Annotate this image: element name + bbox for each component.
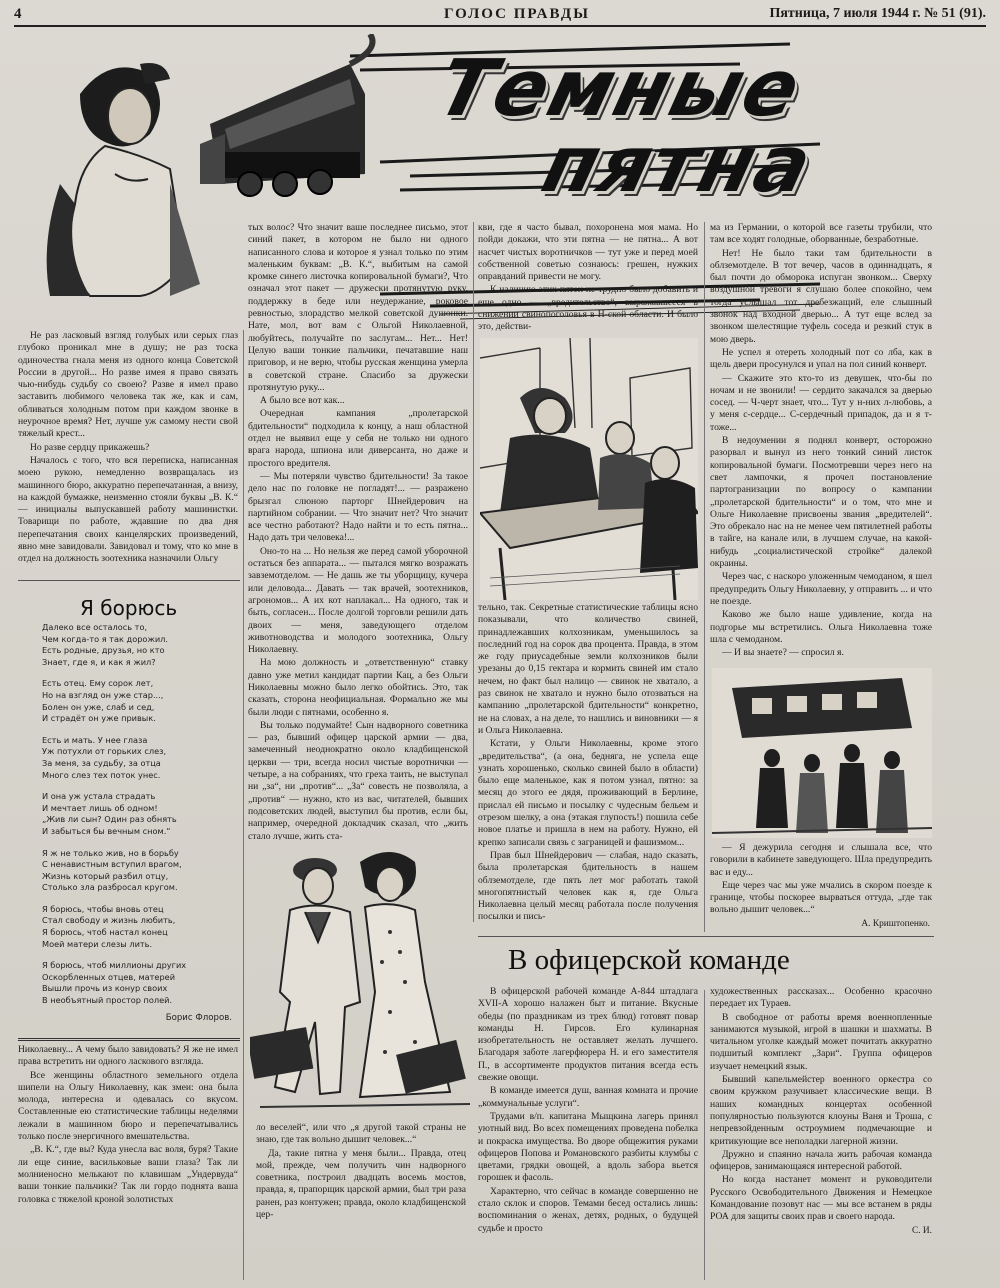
poem-line: За меня, за судьбу, за отца [42, 757, 161, 768]
paragraph: К наличию этих пятен не трудно было добавить и еще одно — „вредительство“, выражавшееся в снижении свинопоголовья в Н-ской области. И было это, действи- [478, 284, 698, 333]
column-3-middle [478, 602, 698, 932]
poem-line: Я борюсь, чтобы вновь отец [42, 903, 164, 914]
column-rule [473, 222, 474, 922]
couple-illustration [250, 842, 480, 1120]
poem-stanza [42, 904, 232, 950]
poem-line: С ненавистным вступил врагом, [42, 859, 182, 870]
divider [478, 936, 934, 937]
paragraph: Да, такие пятна у меня были... Правда, отец мой, прежде, чем получить чин надворного советника, построил двадцать восемь мостов, правда, я, прапорщик царской армии, был три раза ранен, раз контужен; правда, около кладбищенской цер- [256, 1147, 466, 1221]
article2-author: С. И. [911, 1225, 932, 1236]
column-4-top [710, 222, 932, 662]
column-3-top [478, 222, 698, 334]
paragraph: Все женщины областного земельного отдела шипели на Ольгу Николаевну, как змеи: она была молода, интересна и одевалась со вкусом. Составленные ею статистические таблицы неделями лежали в машинном бюро и перепечатывались только после энергичного вмешательства. [18, 1069, 238, 1143]
column-4-bottom [710, 842, 932, 918]
poem-stanza [42, 735, 232, 781]
poem-line: В необъятный простор полей. [42, 995, 173, 1006]
paragraph: Но когда настанет момент и руководители Русского Освободительного Движения и Немецкое Командование позовут нас — мы все встанем в ряды РОА для защиты своих прав и своего народа. [710, 1174, 932, 1223]
poem-line: Я борюсь, чтоб настал конец [42, 927, 168, 938]
paragraph: Не раз ласковый взгляд голубых или серых глаз глубоко проникал мне в душу; не раз тоска одиночества гнала меня из одного конца Советской России в другой... Но разве имея я право связать чью-нибудь судьбу со своею? Разве я имел право заставить любимого человека так же, как и сам, обливаться холодным потом при каждом звонке в неурочное время? Нет, лучше уж самому нести свой тяжелый крест... [18, 330, 238, 440]
paragraph: Прав был Шнейдерович — слабая, надо сказать, была пролетарская бдительность в нашем облземотделе, где пять лет мог работать такой многопятнистый человек как я, где Ольга Николаевна целый месяц работала после получения посылки и пись- [478, 849, 698, 923]
poem-stanza [42, 791, 232, 837]
paragraph: Вы только подумайте! Сын надворного советника — раз, бывший офицер царской армии — два, замеченный неоднократно около кладбищенской церкви — три, всегда носил чистые воротнички — четыре, а на собраниях, что греха таить, не выступал ни „за“, ни „против“... „За“ совесть не позволяла, а „против“ — нужно, кто из вас, читателей, бывших подсоветских людей, выступил бы против, если бы, например, очередной докладчик сказал, что „жить стало лучше, жить ста- [248, 719, 468, 840]
column-rule [704, 990, 705, 1280]
poem-line: И страдёт он уже привык. [42, 713, 156, 724]
paragraph: художественных рассказах... Особенно красочно передает их Тураев. [710, 986, 932, 1010]
article2-right [710, 986, 932, 1280]
page-number: 4 [14, 6, 22, 22]
poem-stanza [42, 622, 232, 668]
poem-stanza [42, 960, 232, 1006]
paragraph: А было все вот как... [260, 395, 345, 407]
poem-line: Есть и мать. У нее глаза [42, 734, 148, 745]
poem-line: Много слез тех поток унес. [42, 769, 161, 780]
poem-line: И она уж устала страдать [42, 791, 156, 802]
masthead-rule [14, 25, 986, 27]
paragraph: кви, где я часто бывал, похоронена моя мама. Но пойди докажи, что эти пятна — не пятна... А вот насчет чистых воротничков — тут уже и перед моей собственной советью сознаюсь: грешен, нужких оправданий привести не могу. [478, 222, 698, 283]
paragraph: Бывший капельмейстер военного оркестра со своим кружком разучивает классические вещи. В наших командных концертах особенной популярностью пользуются клоуны Ваня и Троша, с непревзойденным остроумием подмечающие и критикующие все неполадки лагерной жизни. [710, 1074, 932, 1147]
train-station-illustration [712, 668, 932, 838]
column-rule [704, 222, 705, 932]
poem-line: Уж потухли от горьких слез, [42, 746, 167, 757]
woman-drawing [47, 63, 200, 296]
poem-line: „Жив ли сын? Один раз обнять [42, 814, 177, 825]
column-2-bottom [256, 1122, 466, 1280]
headline-line2: пятна [533, 120, 822, 210]
poem-line: Моей матери слезы лить. [42, 938, 153, 949]
column-1-bottom [18, 1044, 238, 1280]
paragraph: Еще через час мы уже мчались в скором поезде к границе, чтобы поскорее вырваться оттуда, „где так вольно дышит человек...“ [710, 879, 932, 916]
poem [42, 622, 232, 1024]
paragraph: Характерно, что сейчас в команде совершенно не стало склок и споров. Темами бесед остались лишь: воспоминания о женах, детях, родных, о будущей судьбе и просто [478, 1185, 698, 1234]
paragraph: Но разве сердцу прикажешь? [30, 441, 150, 453]
poem-line: И мечтает лишь об одном! [42, 802, 158, 813]
paragraph: ло веселей“, или что „я другой такой страны не знаю, где так вольно дышит человек...“ [256, 1122, 466, 1146]
paragraph: — Мы потеряли чувство бдительности! За такое дело нас по головке не погладят!... — разражено брызгал слюною парторг Шнейдерович на партийном собрании. — Что значит нет? Что значит все честно работают? Надо найти и то есть пятна... Надо дать три человека!... [248, 470, 468, 544]
poem-stanza [42, 678, 232, 724]
paragraph: Дружно и спаянно начала жить рабочая команда офицеров, занимающаяся интересной работой. [710, 1148, 932, 1173]
poem-author: Борис Флоров. [165, 1012, 232, 1023]
paragraph: тельно, так. Секретные статистические таблицы ясно показывали, что количество свиней, принадлежавших колхозникам, уменьшилось за последний год на сорок два процента. Правда, в этом же году приусадебные земли колхозников были урезаны до 0,15 гектара и кормить свиней им стало нечем, но факт был налицо — свинок не хватало, а раз свинок не хватало и нужно было отозваться на кампанию „пролетарской бдительности“ конкретно, не на словах, а на деле, то нашлись и виновники — я и Ольга Николаевна. [478, 602, 698, 736]
paragraph: „В. К.“, где вы? Куда унесла вас воля, буря? Такие ли еще синие, васильковые ваши глаза? Так ли молниеносно мелькают по клавишам „Ундервуда“ ваши тонкие пальчики? Так ли гордо поднята ваша головка с тяжелой кроной золотистых [18, 1144, 238, 1205]
paragraph: Трудами в/п. капитана Мыщкина лагерь принял уютный вид. Во всех помещениях проведена побелка и покраска имущества. Во дворе общежития руками офицеров Попова и Романовского разбиты клумбы с цветами, грядки овощей, а вдоль забора вьется горошек и фасоль. [478, 1110, 698, 1184]
poem-line: Столько зла разбросал кругом. [42, 882, 178, 893]
paragraph: Николаевну... А чему было завидовать? Я же не имел права встретить ни одного ласкового взгляда. [18, 1044, 238, 1068]
paragraph: Началось с того, что вся переписка, написанная моею рукою, немедленно возвращалась из машинного бюро, аккуратно перепечатанная, а внизу, на каждой бумажке, неизменно стояли буквы „В. К.“ — инициалы выпускавшей работу машинистки. Товарищи по работе, ждавшие по два дня перепечатания своих канцелярских произведений, явно мне завидовали. Завидовал и тому, что ко мне в отдел на должность зоотехника назначили Ольгу [18, 454, 238, 565]
paragraph: ма из Германии, о которой все газеты трубили, что там все ходят голодные, оборванные, безработные. [710, 222, 932, 246]
divider [18, 580, 240, 581]
paragraph: Каково же было наше удивление, когда на подгорье мы встретились. Ольга Николаевна тоже шла с чемоданом. [710, 609, 932, 645]
poem-line: Далеко все осталось то, [42, 622, 148, 632]
poem-line: Есть родные, друзья, но кто [42, 645, 165, 656]
office-illustration [480, 338, 698, 600]
paragraph: Через час, с наскоро уложенным чемоданом, я шел предупредить Ольгу Николаевну, у отправить ... и что не поезде. [710, 571, 932, 607]
column-1-top [18, 330, 238, 574]
poem-line: Я ж не только жив, но в борьбу [42, 847, 179, 858]
divider [18, 1038, 240, 1041]
article-author: А. Криштопенко. [861, 919, 930, 929]
paper-name: ГОЛОС ПРАВДЫ [444, 6, 590, 22]
article2-title: В офицерской команде [508, 944, 790, 976]
headline-line1: Темные [428, 44, 811, 134]
paragraph: Оно-то на ... Но нельзя же перед самой уборочной остаться без аппарата... — пытался мягко возражать завземотделом. — Не дашь же ты уборщицу, кучера или деловода... Давать — так врачей, зоотехников, агрономов... А их кот наплакал... На одного, так и быть, согласен... После долгой торговли решили дать двоих — меня, заведующего отделом животноводства и молодого зоотехника, Ольгу Николаевну. [248, 545, 468, 656]
paragraph: Кстати, у Ольги Николаевны, кроме этого „вредительства“, (а она, бедняга, не успела еще узнать хорошенько, сколько свиней было в области) было еще маленькое, как я потом узнал, пятно: за месяц до этого ее дядя, проживающий в Берлине, прислал ей письмо и посылку с чудесным бельем и отрезом шелку, а она (этакая глупость!) пошила себе новое платье и пришла в нем на работу. Нужно, ей крепко записали связь с заграницей и фашизмом... [478, 738, 698, 848]
paragraph: Нет! Не было таки там бдительности в облземотделе. В тот вечер, часов в одиннадцать, я был почти до обморока испуган звонком... Сверху воздушной тревоги я слушаю более спокойно, чем тогда услышал тот дребезжащий, еле слышный звонок над входной дверью... А тут еще вслед за звонком шелестящие туфель соседа и резкий стук в мою дверь. [710, 247, 932, 345]
paragraph: В недоумении я поднял конверт, осторожно разорвал и вынул из него тонкий синий листок копировальной бумаги. Посмотревши через него на свет лампочки, я прочел постановление партогранизации по вопросу о кампании „пролетарской бдительности“ и о том, что мне и Ольге Николаевне присвоены звания „вредителей“. Это обрекало нас на не менее чем пятилетней работы в тайге, на канале или, в лучшем случае, на какой-нибудь „социалистической стройке“ далекой окраины. [710, 435, 932, 570]
paragraph: Не успел я отереть холодный пот со лба, как в щель двери просунулся и упал на пол синий конверт. [710, 346, 932, 371]
paragraph: В свободное от работы время военнопленные занимаются музыкой, игрой в шашки и шахматы. В читальном уголке каждый может почитать аккуратно подшитый комплект „Зари“. Группа офицеров изучает немецкий язык. [710, 1011, 932, 1072]
paragraph: На мою должность и „ответственную“ ставку давно уже метил кандидат партии Кац, а без Ольги Николаевны можно было легко обойтись. Это, так сказать, сторона неофициальная. Формально же мы были люди с пятнами, особенно я. [248, 657, 468, 718]
paragraph: В команде имеется душ, ванная комната и прочие „коммунальные услуги“. [478, 1085, 698, 1109]
locomotive-drawing [200, 34, 373, 196]
poem-line: Оскорбленных отцев, матерей [42, 971, 176, 982]
poem-line: И забыться бы вечным сном.“ [42, 825, 171, 836]
paragraph: В офицерской рабочей команде А-844 штадлага XVII-А хорошо налажен быт и питание. Вкусные обеды (по праздникам из трех блюд) готовят повар команды Н. Гирсов. Его кулинарная изобретательность не оставляет желать лучшего. Благодаря заботе лагерфюрера Н. и его заместителя П., в ассортименте продуктов питания всегда есть свежие овощи. [478, 986, 698, 1084]
poem-line: Чем когда-то я так дорожил. [42, 633, 168, 644]
issue-date: Пятница, 7 июля 1944 г. № 51 (91). [769, 6, 986, 21]
poem-line: Стал свободу и жизнь любить, [42, 915, 176, 926]
column-2 [248, 222, 468, 840]
paragraph: — Скажите это кто-то из девушек, что-бы по ночам и не звонили! — сердито закачался за дверью сосед. — Ч-черт знает, что... Тут у н-них л-любовь, а у меня с-сердце... С-сердечный припадок, да и я т-тоже... [710, 372, 932, 433]
column-rule [243, 330, 244, 1280]
poem-line: Я борюсь, чтоб миллионы других [42, 960, 187, 971]
poem-line: Вышли прочь из конур своих [42, 983, 168, 994]
paragraph: Очередная кампания „пролетарской бдительности“ подходила к концу, а наш областной отдел не выявил еще у себя не только ни одного врага народа, шпиона или диверсанта, но даже и простого вредителя. [248, 408, 468, 469]
paragraph: — Я дежурила сегодня и слышала все, что говорили в кабинете заведующего. Шла предупредить вас и еду... [710, 842, 932, 878]
poem-line: Но на взгляд он уже стар..., [42, 689, 164, 700]
paragraph: тых волос? Что значит ваше последнее письмо, этот синий пакет, в котором не было ни одного написанного слова и которое я узнал только по этим маленьким буквам: „В. К.“, выбитым на самой кромке синего листочка копировальной бумаги?, Что означал этот пакет — дружески протянутую руку, поддержку в беде или неудержание, роковое ревностью, злорадство мелкой советской душонки. Нате, мол, вот вам с Ольгой Николаевной, любуйтесь, получайте по заслугам... Нет... Нет! Целую ваши тонкие пальчики, печатавшие наш приговор, и не верю, чтобы русская женщина умерла в советской стране. Спасибо за дружески протянутую руку... [248, 222, 468, 393]
poem-title: Я борюсь [80, 596, 178, 620]
article2-left [478, 986, 698, 1280]
paragraph: — И вы знаете? — спросил я. [722, 647, 844, 659]
poem-stanza [42, 848, 232, 894]
poem-line: Есть отец. Ему сорок лет, [42, 678, 154, 689]
poem-line: Болен он уже, слаб и сед, [42, 701, 155, 712]
poem-line: Знает, где я, и как я жил? [42, 656, 156, 667]
poem-line: Жизнь который разбил отцу, [42, 870, 169, 881]
